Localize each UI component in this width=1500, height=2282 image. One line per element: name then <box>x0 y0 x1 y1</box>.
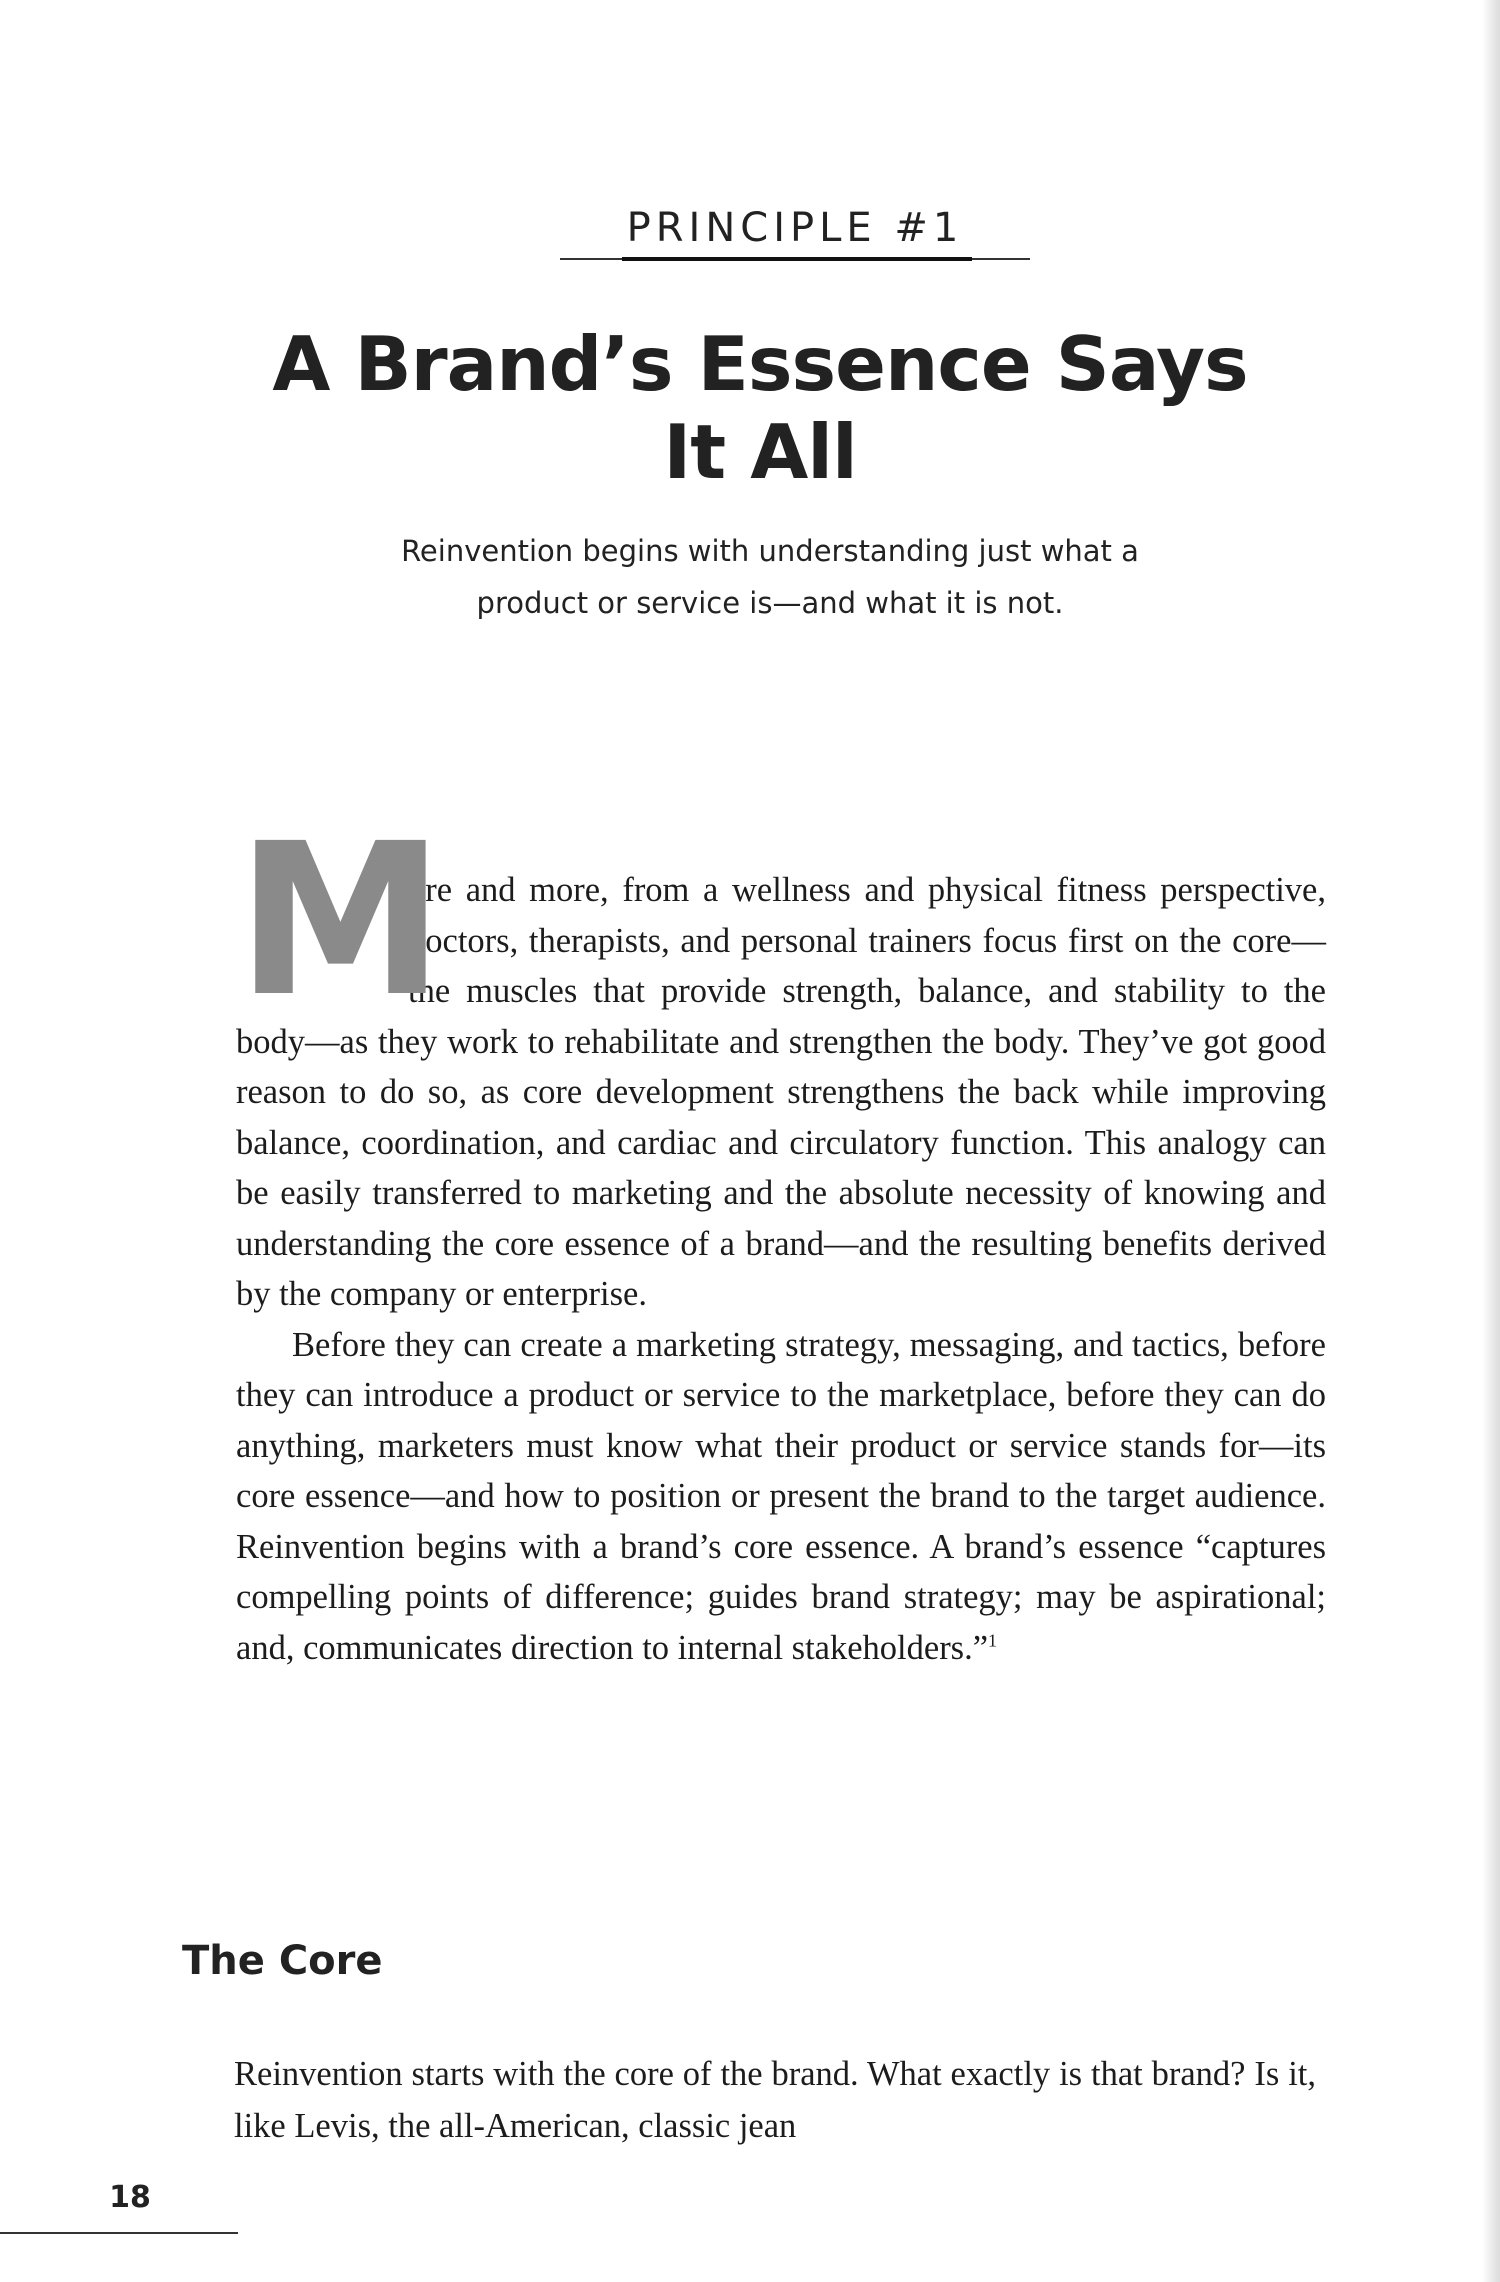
section-heading: The Core <box>182 1938 383 1984</box>
principle-label: PRINCIPLE #1 <box>626 205 964 251</box>
section-body <box>234 2048 1316 2152</box>
section-paragraph: Reinvention starts with the core of the brand. What exactly is that brand? Is it, like Levis, the all-American, classic jean <box>234 2055 1316 2145</box>
chapter-subtitle <box>330 525 1210 629</box>
footnote-marker: 1 <box>988 1630 998 1650</box>
drop-cap: M <box>236 798 445 1043</box>
subtitle-line-1: Reinvention begins with understanding just what a <box>401 534 1139 568</box>
subtitle-line-2: product or service is—and what it is not. <box>476 586 1064 620</box>
principle-underline-bold <box>622 257 972 261</box>
paragraph-2-text: Before they can create a marketing strategy, messaging, and tactics, before they can introduce a product or service to the marketplace, before they can do anything, marketers must know what their product or service stands for—its core essence—and how to position or present the brand to the target audience. Reinvention begins with a brand’s core essence. A brand’s essence “captures compelling points of difference; guides brand strategy; may be aspirational; and, communicates direction to internal stakeholders.” <box>236 1325 1326 1667</box>
chapter-title: A Brand’s Essence Says It All <box>272 320 1248 496</box>
body-text <box>236 798 1326 1673</box>
paragraph-1-text: ore and more, from a wellness and physical fitness perspective, doctors, therapists, and personal trainers focus first on the core—the muscles that provide strength, balance, and stability to the body—as they work to rehabilitate and strengthen the body. They’ve got good reason to do so, as core development strengthens the back while improving balance, coordination, and cardiac and circulatory function. This analogy can be easily transferred to marketing and the absolute necessity of knowing and understanding the core essence of a brand—and the resulting benefits derived by the company or enterprise. <box>236 871 1326 1313</box>
page-edge-shadow <box>1482 0 1500 2282</box>
paragraph-2 <box>236 1320 1326 1674</box>
paragraph-1 <box>236 798 1326 1320</box>
page-number-rule <box>0 2232 238 2234</box>
page-number: 18 <box>109 2180 151 2215</box>
